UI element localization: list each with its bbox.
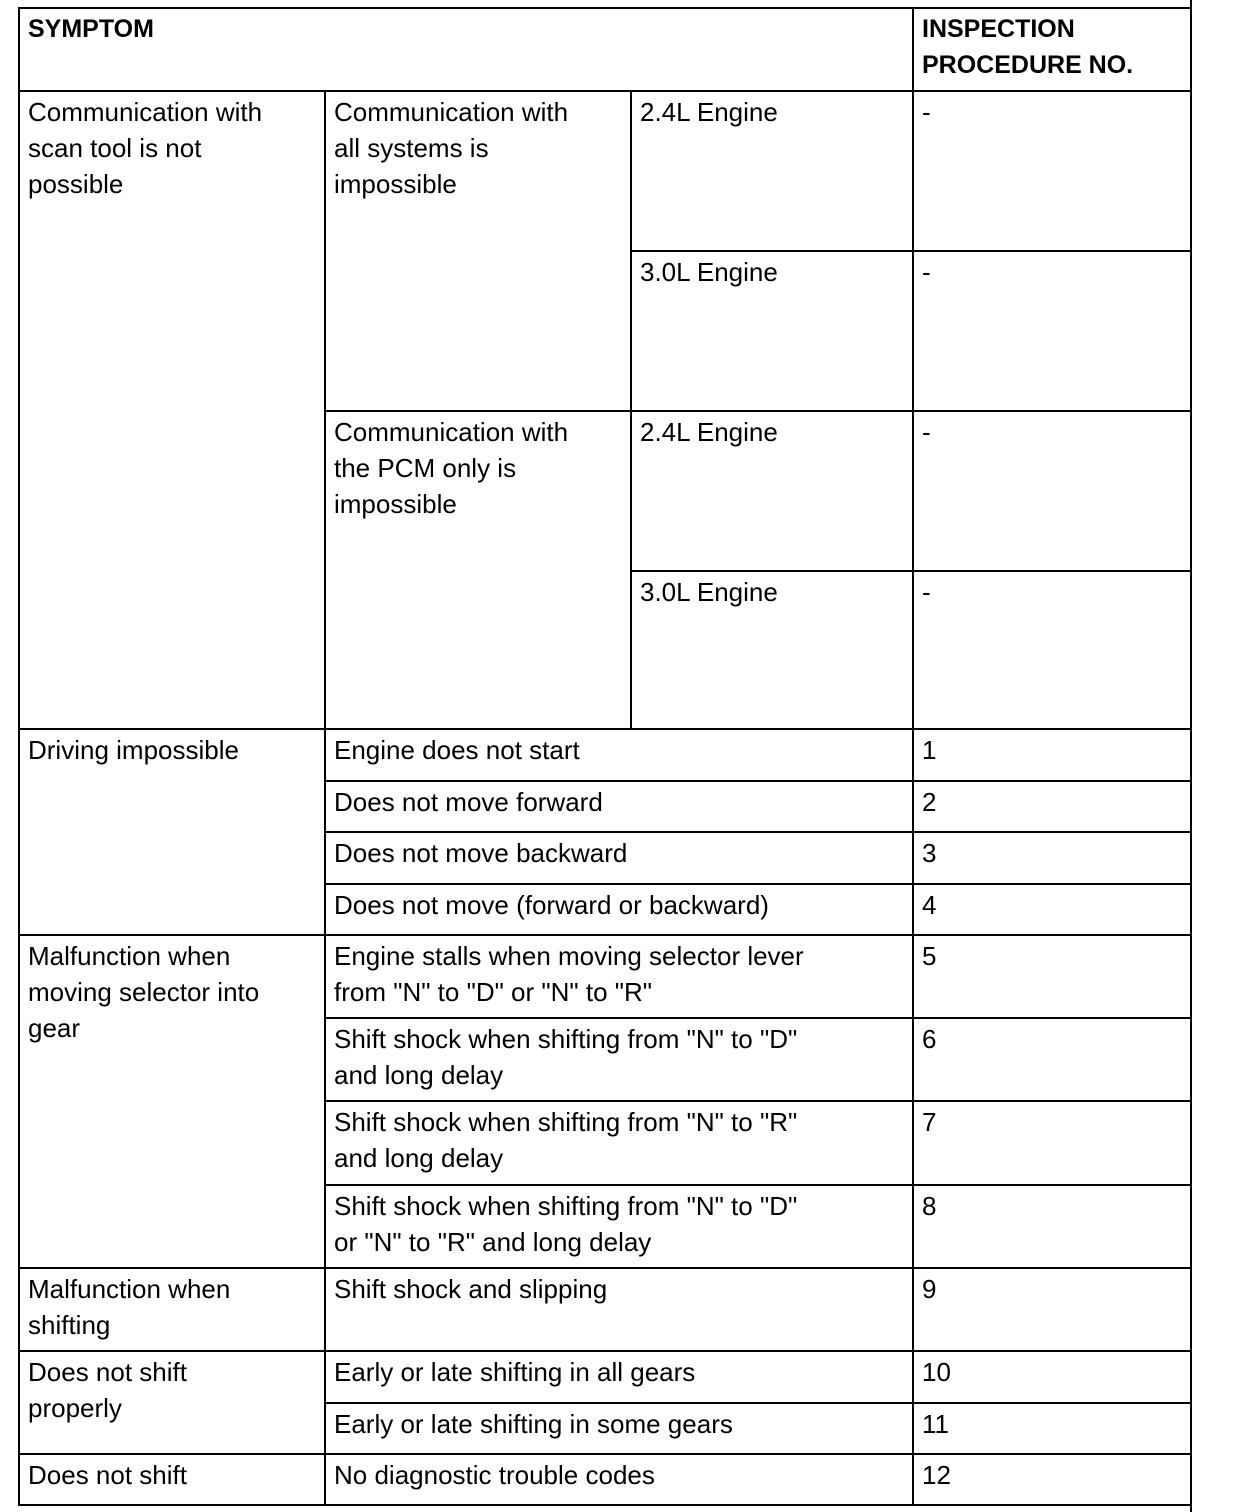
procedure-number: 4 — [912, 883, 1192, 936]
symptom-row: Engine does not start — [324, 728, 914, 782]
engine-variant: 3.0L Engine — [630, 570, 914, 730]
symptom-row: No diagnostic trouble codes — [324, 1453, 914, 1506]
header-symptom: SYMPTOM — [18, 7, 914, 92]
symptom-group-selector: Malfunction when moving selector into gear — [18, 934, 326, 1269]
procedure-number: 12 — [912, 1453, 1192, 1506]
procedure-number: 6 — [912, 1017, 1192, 1102]
symptom-row: Early or late shifting in some gears — [324, 1402, 914, 1455]
symptom-row: Shift shock when shifting from "N" to "D" and long delay — [324, 1017, 914, 1102]
symptom-row: Engine stalls when moving selector lever from "N" to "D" or "N" to "R" — [324, 934, 914, 1019]
procedure-number: 10 — [912, 1350, 1192, 1404]
procedure-number: 2 — [912, 780, 1192, 833]
symptom-row: Early or late shifting in all gears — [324, 1350, 914, 1404]
engine-variant: 3.0L Engine — [630, 250, 914, 412]
symptom-group-communication: Communication with scan tool is not possible — [18, 90, 326, 730]
symptom-row: Shift shock when shifting from "N" to "R" and long delay — [324, 1100, 914, 1186]
procedure-number: 11 — [912, 1402, 1192, 1455]
header-procedure: INSPECTION PROCEDURE NO. — [912, 7, 1192, 92]
sub-symptom-pcm-only: Communication with the PCM only is impossible — [324, 410, 632, 730]
procedure-number: - — [912, 570, 1192, 730]
procedure-number: 7 — [912, 1100, 1192, 1186]
procedure-number: 3 — [912, 831, 1192, 885]
symptom-group-proper: Does not shift properly — [18, 1350, 326, 1455]
procedure-number: - — [912, 250, 1192, 412]
procedure-number: 5 — [912, 934, 1192, 1019]
procedure-number: 8 — [912, 1184, 1192, 1269]
procedure-number: 1 — [912, 728, 1192, 782]
symptom-row: Shift shock when shifting from "N" to "D" or "N" to "R" and long delay — [324, 1184, 914, 1269]
symptom-row: Does not move (forward or backward) — [324, 883, 914, 936]
sub-symptom-all-systems: Communication with all systems is impossible — [324, 90, 632, 412]
symptom-group-driving: Driving impossible — [18, 728, 326, 936]
symptom-group-noshift: Does not shift — [18, 1453, 326, 1506]
engine-variant: 2.4L Engine — [630, 410, 914, 572]
procedure-number: - — [912, 410, 1192, 572]
symptom-row: Shift shock and slipping — [324, 1267, 914, 1352]
symptom-group-shifting: Malfunction when shifting — [18, 1267, 326, 1352]
symptom-row: Does not move forward — [324, 780, 914, 833]
procedure-number: 9 — [912, 1267, 1192, 1352]
engine-variant: 2.4L Engine — [630, 90, 914, 252]
procedure-number: - — [912, 90, 1192, 252]
symptom-row: Does not move backward — [324, 831, 914, 885]
table-right-border — [1190, 0, 1192, 1512]
